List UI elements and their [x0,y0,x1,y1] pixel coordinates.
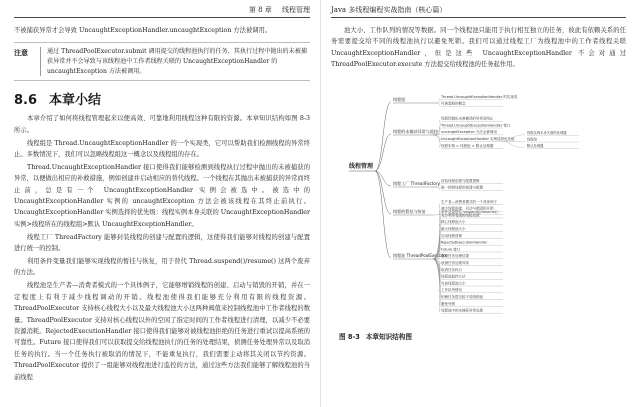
mindmap-item-label: 条件变量替代 suspend()/resume() [441,210,498,215]
mindmap-branch-connector [375,171,391,186]
summary-paragraph-2: 线程组是 Thread.UncaughtExceptionHandler 的一个实现类，它可以帮助我们检测线程的异常终止。多数情况下，我们可以忽略线程组这一概念以及线程组的存在。 [14,139,310,158]
mindmap-subitem-connector [503,142,525,148]
mindmap-item-connector [433,204,440,259]
mindmap-item-label: 可被忽略的概念 [441,101,466,106]
mindmap-subitem-label: 线程组 [527,137,537,142]
summary-paragraph-6: 线程池是生产者—消费者模式的一个具体例子，它能够增销线程的创建、启动与销毁的开销，并在一定程度上有利于减少线程调动的开销。线程池使得我们能够充分利用有限的线程资源。ThreadPoolExecutor 支持核心线程大小以及最大线程池大小这两种阀值来控制线程池中工作者线程的数量。ThreadPoolExecutor 支持对核心线程以外的空闲了指定时间的工作者线程进行清理，以减少不必要资源消耗。RejectedExecutionHandler 接口使得我们能够对被线程池拒绝的任务进行重试以提高系统的可靠性。Future 接口使得我们可以获取提交给线程池执行的任务的处理结果，侦测任务处理异常以及取消任务的执行。当一个任务执行被取消的情况下，不能重复执行，我们需要主动将其关闭以节约资源。ThreadPoolExecutor 提供了一组能够对线程池进行监控的方法，通过这些方法我们能够了解线程池的当前线程 [14,282,310,381]
mindmap-item-label: 充分利用有限的线程资源 [441,213,480,218]
mindmap-branch-label: 线程池 ThreadPoolExecutor [393,253,448,258]
mindmap-branch-label: 线程工厂 ThreadFactory [393,181,440,186]
mindmap-item-label: Thread.UncaughtExceptionHandler 接口 [441,123,511,128]
section-title: 本章小结 [49,93,102,109]
header-rule [14,17,310,18]
mindmap-item-connector [433,187,440,189]
right-page [320,0,640,407]
mindmap-item-label: RejectedExecutionHandler [441,240,488,245]
mindmap-item-label: Future 接口 [441,247,461,252]
note-label: 注意 [14,49,28,58]
mindmap-branch-label: 线程的暂挂与恢复 [393,209,426,214]
mindmap-branch-connector [375,171,391,258]
running-head-book-title: Java 多线程编程实战指南（核心篇） [331,6,447,14]
mindmap-item-label: 封装线程创建与配置逻辑 [441,178,480,183]
mindmap-item-connector [433,103,440,105]
right-running-head [331,4,626,16]
mindmap-item-label: 统一控制线程的创建与配置 [441,185,483,190]
mindmap-item-label: 工作队列情况 [441,288,462,293]
mindmap-item-connector [433,99,440,103]
mindmap-svg [331,88,631,326]
mindmap-item-label: 线程池监控方法 [441,274,466,279]
mindmap-item-label: 空闲线程清理 [441,233,462,238]
mindmap-item-label: 当前线程池大小 [441,281,466,286]
mindmap-subitem-label: 线程实例本身关联的处理器 [527,131,567,135]
note-box [14,42,310,81]
right-paragraph: 池大小、工作队列的情况等数据。同一个线程池只能用于执行相互独立的任务，彼此有依赖关系的任务需要提交给不同的线程池执行以避免死锁。我们可以通过线程工厂为线程池中的工作者线程关联 UncaughtExceptionHandler，但是这些 UncaughtExceptionHandler 不会对通过 ThreadPoolExecutor.execute 方法提交给线程池的任务起作用。 [331,27,626,69]
knowledge-structure-mindmap [331,88,631,326]
mindmap-item-label: 生产者—消费者模式的一个具体例子 [441,199,497,204]
mindmap-root: 线程管理 [349,163,374,170]
mindmap-branch-connector [375,102,391,171]
mindmap-item-label: 侦测任务处理异常 [441,261,469,265]
mindmap-item-label: UncaughtExceptionHandler 实例选择优先级 [441,137,515,141]
summary-paragraph-4: 线程工厂 ThreadFactory 能够封装线程的创建与配置的逻辑，这使得我们能够对线程的创建与配置进行统一的控制。 [14,233,310,253]
mindmap-item-label: 核心线程池大小 [441,220,466,225]
mindmap-branch-connector [375,134,391,171]
summary-paragraph-3: Thread.UncaughtExceptionHandler 接口使得我们能够检测到线程执行过程中抛出的未被捕获的异常，以便做出相应的补救措施，例如创建并启动相应的替代线程。一个线程在其抛出未被捕获的异常而终止前，总是有一个 UncaughtExceptionHandler 实例会被选中。被选中的 UncaughtExceptionHandler 实例的 uncaughtException 方法会被该线程在其终止前执行。UncaughtExceptionHandler 实例选择的优先级：线程实例本身关联的 UncaughtExceptionHandler 实例>线程所在的线程组>默认 UncaughtExceptionHandler。 [14,163,310,228]
figure-title: 本章知识结构图 [365,333,412,341]
mindmap-item-label: 取消任务执行 [441,267,462,272]
mindmap-subitem-label: 默认处理器 [527,144,544,148]
mindmap-item-label: 最大线程池大小 [441,227,466,231]
mindmap-item-label: 线程池中的未捕获异常处理 [441,308,483,313]
figure-caption [339,331,412,341]
header-rule-right [331,17,626,18]
mindmap-item-label: uncaughtException 方法会被调用 [441,130,497,135]
intro-paragraph: 不被捕获异常才会导致 UncaughtExceptionHandler.uncaughtException 方法被调用。 [14,27,272,34]
figure-number: 图 8-3 [339,333,360,341]
left-running-head [14,4,310,16]
section-number: 8.6 [14,93,38,109]
mindmap-item-label: 依赖任务提交给不同线程池 [441,295,483,299]
mindmap-item-label: 避免死锁 [441,301,455,306]
running-head-chapter: 第 8 章 [248,6,272,14]
running-head-title: 线程管理 [282,6,310,14]
summary-paragraph-5: 利用条件变量我们能够实现线程的暂挂与恢复，用于替代 Thread.suspend()/resume() 这两个废弃的方法。 [14,258,310,277]
mindmap-item-connector [433,214,440,215]
mindmap-item-label: 获取任务处理结果 [441,254,469,259]
mindmap-item-label: 减少线程创建、启动与销毁的开销 [441,206,494,211]
mindmap-branch-connector [375,171,391,214]
section-heading [14,89,310,108]
summary-paragraph-1: 本章介绍了如何将线程管理起来以便高效、可靠地利用线程这种有限的资源。本章知识结构如图 8-3 所示。 [14,115,310,134]
mindmap-branch-label: 线程组 [393,97,406,102]
mindmap-branch-label: 线程的未捕获异常与监控 [393,129,439,134]
mindmap-item-label: Thread.UncaughtExceptionHandler 的实现类 [441,94,518,99]
mindmap-item-label: 线程实例 > 线程组 > 默认处理器 [441,143,494,148]
mindmap-item-label: 线程因抛出未被捕获的异常而终止 [441,116,494,121]
note-text: 通过 ThreadPoolExecutor.submit 调用提交的线程池执行的任务，其执行过程中抛出的未被捕获异常并不会导致与该线程池中工作者线程关联的 UncaughtExceptionHandler 的 uncaughtException 方法被调用。 [40,47,310,76]
